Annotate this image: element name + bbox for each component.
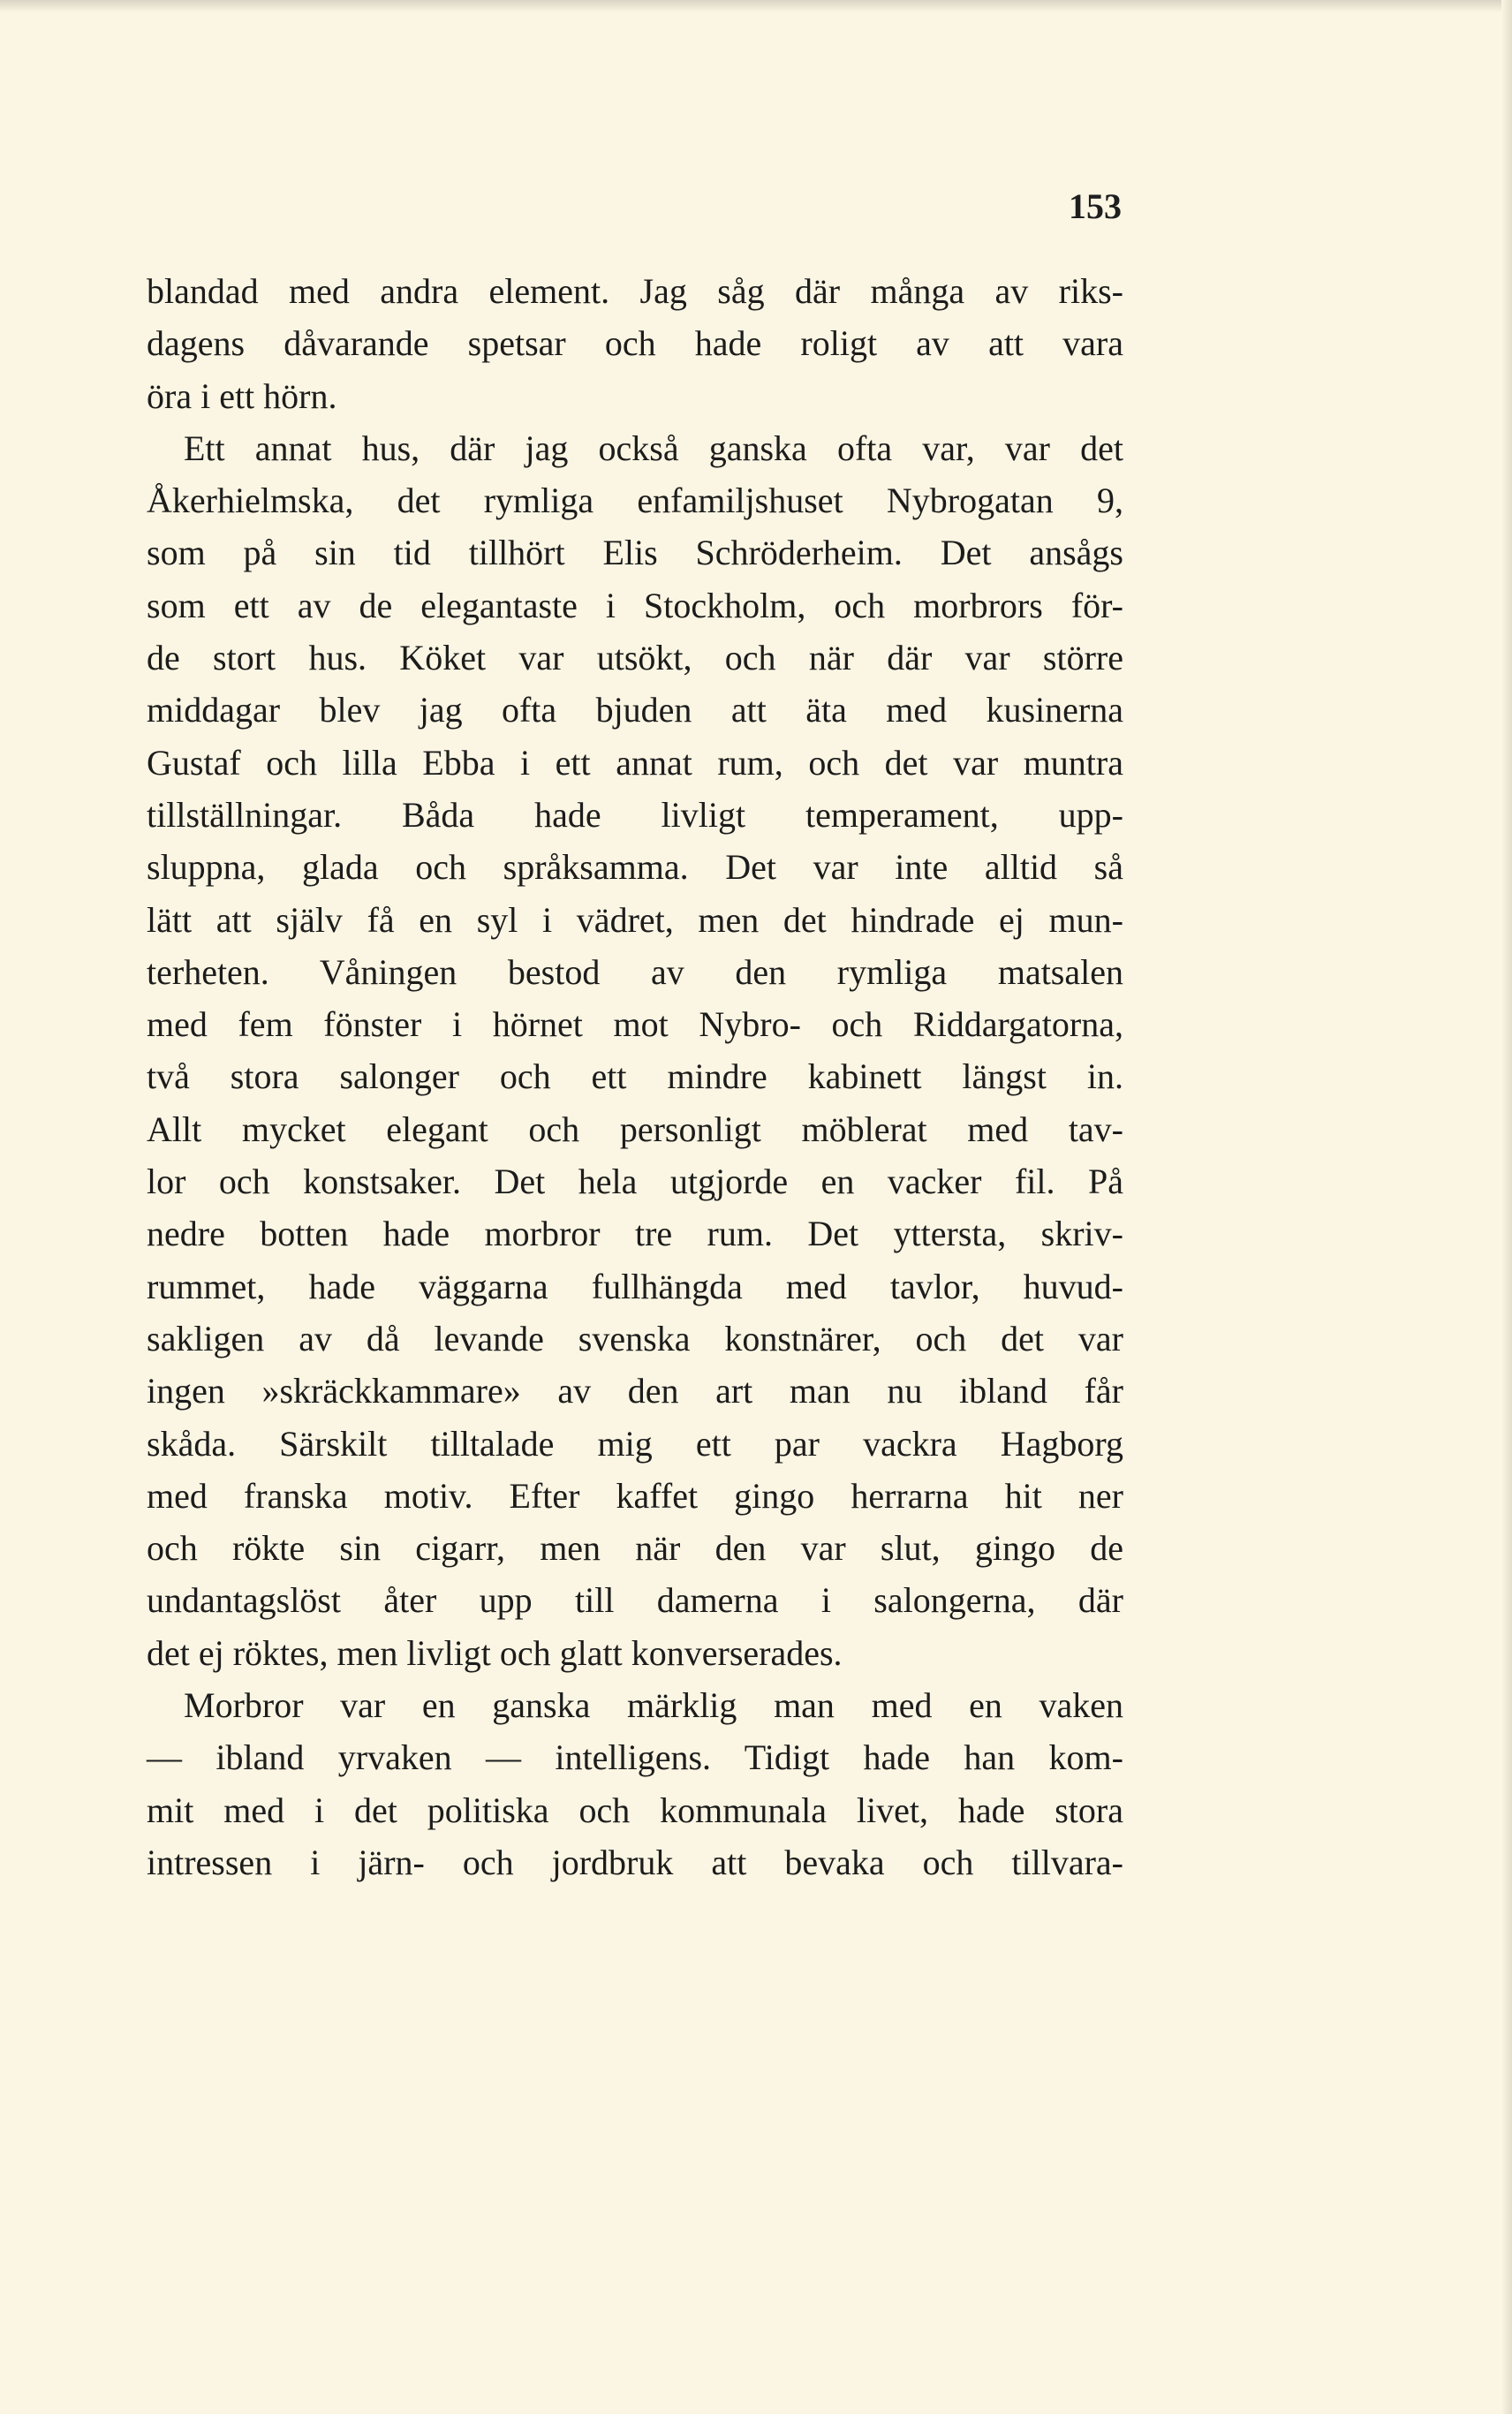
page-number: 153	[1069, 186, 1122, 226]
text-line: sluppna, glada och språksamma. Det var inte alltid så	[147, 847, 1123, 888]
body-text	[147, 265, 1123, 1888]
text-line: med franska motiv. Efter kaffet gingo herrarna hit ner	[147, 1475, 1123, 1516]
text-line: nedre botten hade morbror tre rum. Det yttersta, skriv-	[147, 1214, 1123, 1254]
text-line: lätt att själv få en syl i vädret, men det hindrade ej mun-	[147, 899, 1123, 940]
text-line: Gustaf och lilla Ebba i ett annat rum, och det var muntra	[147, 742, 1123, 783]
text-line: Ett annat hus, där jag också ganska ofta var, var det	[184, 428, 1123, 468]
text-line: blandad med andra element. Jag såg där många av riks-	[147, 271, 1123, 311]
text-line: lor och konstsaker. Det hela utgjorde en vacker fil. På	[147, 1162, 1123, 1202]
text-line: öra i ett hörn.	[147, 375, 337, 416]
text-line: — ibland yrvaken — intelligens. Tidigt hade han kom-	[147, 1737, 1123, 1778]
text-line: de stort hus. Köket var utsökt, och när där var större	[147, 638, 1123, 678]
text-line: som på sin tid tillhört Elis Schröderheim. Det ansågs	[147, 533, 1123, 573]
page-top-edge	[0, 0, 1512, 12]
text-line: två stora salonger och ett mindre kabinett längst in.	[147, 1056, 1123, 1097]
text-line: ingen »skräckkammare» av den art man nu ibland får	[147, 1371, 1123, 1411]
text-line: mit med i det politiska och kommunala livet, hade stora	[147, 1790, 1123, 1830]
text-line: tillställningar. Båda hade livligt temperament, upp-	[147, 794, 1123, 835]
text-line: intressen i järn- och jordbruk att bevaka och tillvara-	[147, 1842, 1123, 1882]
text-line: som ett av de elegantaste i Stockholm, och morbrors för-	[147, 585, 1123, 625]
text-line: det ej röktes, men livligt och glatt konverserades.	[147, 1632, 843, 1673]
text-line: undantagslöst åter upp till damerna i salongerna, där	[147, 1580, 1123, 1621]
text-line: Allt mycket elegant och personligt möblerat med tav-	[147, 1109, 1123, 1149]
text-line: dagens dåvarande spetsar och hade roligt av att vara	[147, 323, 1123, 364]
text-line: terheten. Våningen bestod av den rymliga matsalen	[147, 951, 1123, 992]
text-line: rummet, hade väggarna fullhängda med tavlor, huvud-	[147, 1266, 1123, 1306]
text-line: middagar blev jag ofta bjuden att äta med kusinerna	[147, 690, 1123, 730]
text-line: Åkerhielmska, det rymliga enfamiljshuset Nybrogatan 9,	[147, 481, 1123, 521]
text-line: och rökte sin cigarr, men när den var slut, gingo de	[147, 1528, 1123, 1569]
text-line: Morbror var en ganska märklig man med en vaken	[184, 1685, 1123, 1726]
text-line: sakligen av då levande svenska konstnärer, och det var	[147, 1318, 1123, 1358]
text-line: med fem fönster i hörnet mot Nybro- och Riddargatorna,	[147, 1004, 1123, 1045]
page-right-edge	[1501, 0, 1512, 2414]
text-line: skåda. Särskilt tilltalade mig ett par vackra Hagborg	[147, 1423, 1123, 1464]
